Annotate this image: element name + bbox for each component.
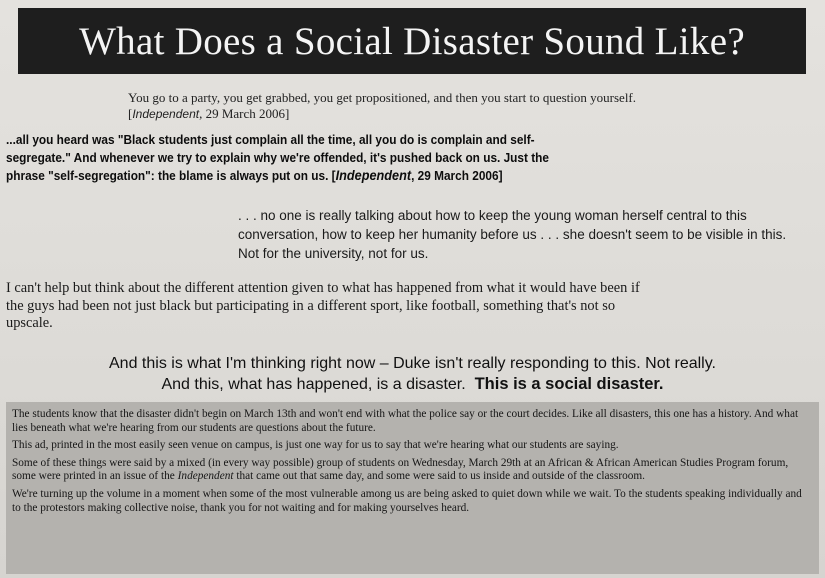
quote-line: segregate." And whenever we try to explain why we're offended, it's pushed back on us. Just the <box>6 151 549 165</box>
statement-paragraph <box>12 457 809 484</box>
quote-citation <box>332 169 503 183</box>
quote-party-text: You go to a party, you get grabbed, you get propositioned, and then you start to question yourself. <box>128 90 637 105</box>
statement-paragraph: The students know that the disaster didn't begin on March 13th and won't end with what the police say or the court decides. Like all disasters, this one has a history. And what lies beneath what we're hearing from our students are questions about the future. <box>12 408 799 434</box>
statement-text: that came out that same day, and some were said to us inside and outside of the classroom. <box>236 470 646 483</box>
statement-paragraph: This ad, printed in the most easily seen venue on campus, is just one way for us to say that we're hearing what our students are saying. <box>12 439 619 452</box>
statement-source: Independent <box>177 470 234 483</box>
cite-source: Independent <box>335 168 412 183</box>
quote-party <box>128 90 778 122</box>
quote-young-woman: . . . no one is really talking about how to keep the young woman herself central to this conversation, how to keep her humanity before us . . . she doesn't seem to be visible in this. Not for the university, not for us. <box>238 208 787 261</box>
cite-open: [ <box>331 169 336 183</box>
title-banner <box>18 8 806 74</box>
statement-text: Some of these things were said by a mixed (in every way possible) group of students on Wednesday, March 29th at an African & African American Studies Program forum, some were printed in an issue of the <box>12 456 789 483</box>
statement-paragraph: We're turning up the volume in a moment when some of the most vulnerable among us are being asked to quiet down while we wait. To the students speaking individually and to the protestors making collective noise, thank you for not waiting and for making yourselves heard. <box>12 487 802 514</box>
quote-line: And this is what I'm thinking right now – Duke isn't really responding to this. Not really. <box>109 355 716 372</box>
quote-party-citation <box>128 106 778 122</box>
page-title: What Does a Social Disaster Sound Like? <box>79 19 745 63</box>
statement-box <box>6 402 819 574</box>
cite-source: Independent <box>132 107 200 121</box>
cite-rest: , 29 March 2006] <box>411 169 503 183</box>
quote-line-text: phrase "self-segregation": the blame is always put on us. <box>6 169 329 183</box>
quote-different-attention: I can't help but think about the different attention given to what has happened from what it would have been if the guys had been not just black but participating in a different sport, like football, something that's not so upscale. <box>6 280 640 331</box>
quote-social-disaster <box>0 353 825 395</box>
cite-rest: , 29 March 2006] <box>199 106 290 121</box>
quote-line: ...all you heard was "Black students just complain all the time, all you do is complain and self- <box>6 133 535 147</box>
cite-open: [ <box>128 106 133 121</box>
quote-line <box>0 374 825 395</box>
quote-line-plain: And this, what has happened, is a disaster. <box>161 376 466 393</box>
quote-line-emphasis: This is a social disaster. <box>474 375 664 393</box>
quote-line <box>6 167 608 185</box>
quote-self-segregation <box>6 131 608 185</box>
